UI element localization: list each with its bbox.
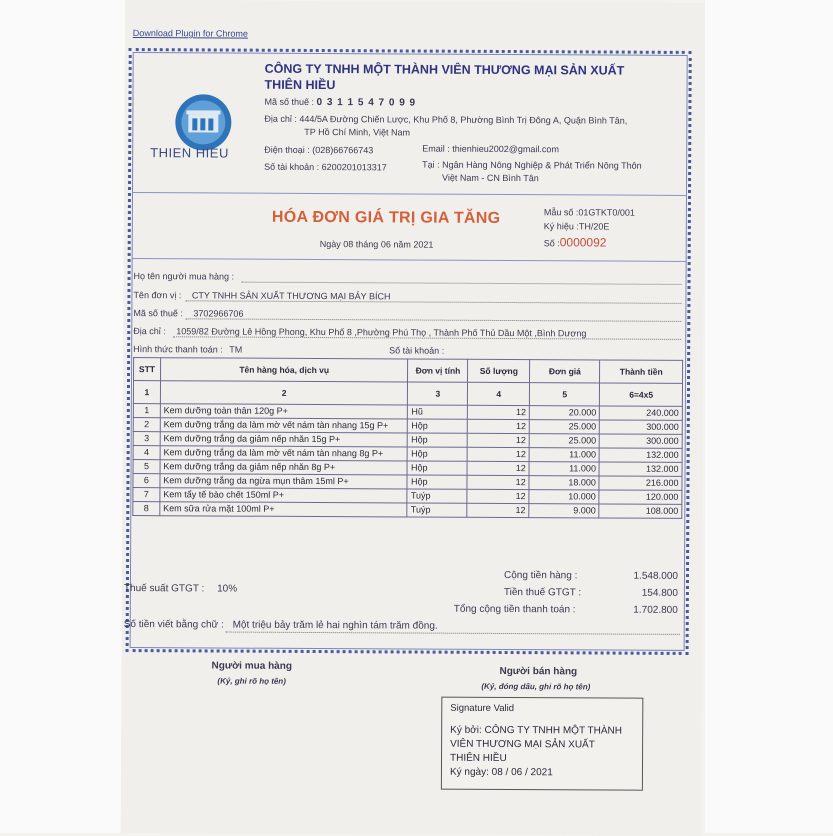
items-table <box>132 357 683 519</box>
index-5: 5 <box>530 383 600 406</box>
seller-sign-title: Người bán hàng <box>499 665 578 678</box>
buyer-address-value: 1059/82 Đường Lê Hồng Phong, Khu Phố 8 ,Phường Phú Thọ , Thành Phố Thủ Dầu Một ,Bình Dương <box>176 326 587 339</box>
index-4: 4 <box>468 382 530 405</box>
vat-rate-value: 10% <box>217 583 238 595</box>
buyer-tax-label: Mã số thuế : <box>133 308 183 319</box>
buyer-tax <box>133 308 243 319</box>
company-bank-line1: Ngân Hàng Nông Nghiệp & Phát Triển Nông Thôn <box>442 159 642 171</box>
row-price: 20.000 <box>530 406 600 420</box>
row-unit: Hộp <box>408 433 468 447</box>
buyer-tax-value: 3702966706 <box>193 308 244 319</box>
total-label: Tổng cộng tiền thanh toán : <box>453 603 576 616</box>
company-phone-value: (028)66766743 <box>312 144 374 156</box>
row-stt: 3 <box>133 432 160 446</box>
company-address-line1: 444/5A Đường Chiến Lược, Khu Phố 8, Phường Bình Trị Đông A, Quận Bình Tân, <box>299 113 628 126</box>
buyer-payment-value: TM <box>229 344 243 355</box>
row-price: 25.000 <box>529 420 599 434</box>
vat-value: 154.800 <box>641 587 678 599</box>
invoice-form <box>544 207 635 217</box>
row-price: 11.000 <box>529 448 599 462</box>
serial-value: 0000092 <box>559 235 607 250</box>
buyer-address-label: Địa chỉ : <box>133 326 166 337</box>
row-unit: Hộp <box>407 475 467 489</box>
buyer-unit-value: CTY TNHH SẢN XUẤT THƯƠNG MẠI BẢY BÍCH <box>191 290 391 302</box>
serial-label: Số : <box>543 238 560 249</box>
row-stt: 8 <box>133 502 160 516</box>
row-qty: 12 <box>467 461 529 475</box>
row-stt: 1 <box>133 404 160 418</box>
row-qty: 12 <box>468 405 530 419</box>
company-bank <box>422 160 642 171</box>
company-account-label: Số tài khoản : <box>264 161 320 173</box>
company-name-line2: THIÊN HIỀU <box>264 77 336 93</box>
company-address <box>264 114 627 126</box>
signed-by-line3: THIÊN HIỀU <box>450 752 507 765</box>
company-email-value: thienhieu2002@gmail.com <box>452 143 559 155</box>
company-bank-line2: Việt Nam - CN Bình Tân <box>442 172 539 184</box>
row-price: 9.000 <box>529 504 599 518</box>
date-day-label: Ngày <box>319 239 341 250</box>
company-logo-icon <box>172 92 234 152</box>
company-account-value: 6200201013317 <box>321 162 387 173</box>
vat-rate-label: Thuế suất GTGT : <box>123 583 205 595</box>
buyer-account-label: Số tài khoản : <box>389 345 445 356</box>
signed-by-line2: VIÊN THƯƠNG MẠI SẢN XUẤT <box>450 738 595 751</box>
seller-sign-note: (Ký, đóng dấu, ghi rõ họ tên) <box>481 681 591 692</box>
total-value: 1.702.800 <box>633 604 678 616</box>
row-amount: 132.000 <box>599 448 682 462</box>
background-right <box>705 0 833 833</box>
signed-date: Ký ngày: 08 / 06 / 2021 <box>449 766 553 779</box>
row-amount: 300.000 <box>600 420 683 434</box>
row-price: 25.000 <box>529 434 599 448</box>
row-amount: 120.000 <box>599 490 682 504</box>
row-stt: 6 <box>133 474 160 488</box>
row-qty: 12 <box>467 475 529 489</box>
buyer-payment-label: Hình thức thanh toán : <box>133 344 223 355</box>
row-qty: 12 <box>467 433 529 447</box>
date-day: 08 <box>343 239 354 250</box>
row-stt: 5 <box>133 460 160 474</box>
form-label: Mẫu số : <box>543 207 579 218</box>
digital-signature-box <box>441 697 643 791</box>
form-value: 01GTKT0/001 <box>578 207 635 218</box>
row-qty: 12 <box>467 503 529 517</box>
row-name: Kem dưỡng trắng da giảm nếp nhăn 15g P+ <box>160 432 408 447</box>
invoice-paper <box>121 0 705 836</box>
row-price: 18.000 <box>529 476 599 490</box>
row-name: Kem dưỡng trắng da làm mờ vết nám tàn nhang 15g P+ <box>160 418 408 433</box>
words-label: Số tiền viết bằng chữ : <box>123 619 224 631</box>
row-amount: 108.000 <box>599 504 682 518</box>
row-name: Kem dưỡng trắng da ngừa mụn thâm 15ml P+ <box>160 474 408 489</box>
invoice-title: HÓA ĐƠN GIÁ TRỊ GIA TĂNG <box>271 208 501 227</box>
row-unit: Hộp <box>408 461 468 475</box>
company-name <box>265 61 625 95</box>
company-name-line1: CÔNG TY TNHH MỘT THÀNH VIÊN THƯƠNG MẠI SẢN XUẤT <box>264 61 625 78</box>
company-tax <box>264 97 416 109</box>
company-address-label: Địa chỉ : <box>264 113 297 124</box>
row-name: Kem dưỡng trắng da làm mờ vết nám tàn nhang 8g P+ <box>160 446 408 461</box>
row-stt: 7 <box>133 488 160 502</box>
company-tax-code: 0 3 1 1 5 4 7 0 9 9 <box>316 97 417 109</box>
company-bank-label: Tại : <box>422 159 440 170</box>
row-unit: Hộp <box>408 447 468 461</box>
subtotal-value: 1.548.000 <box>633 570 679 582</box>
row-unit: Hũ <box>408 405 468 419</box>
vat-rate <box>124 583 237 595</box>
row-qty: 12 <box>467 447 529 461</box>
index-6: 6=4x5 <box>600 383 683 406</box>
buyer-unit-label: Tên đơn vị : <box>133 290 182 301</box>
index-2: 2 <box>160 381 408 405</box>
header-price: Đơn giá <box>530 360 600 383</box>
header-name: Tên hàng hóa, dịch vụ <box>160 358 408 382</box>
table-header-row <box>134 358 683 384</box>
row-name: Kem tẩy tế bào chết 150ml P+ <box>160 488 408 503</box>
row-amount: 240.000 <box>600 406 683 420</box>
row-amount: 300.000 <box>600 434 683 448</box>
company-tax-label: Mã số thuế : <box>264 96 315 107</box>
words-value: Một triệu bảy trăm lẻ hai nghìn tám trăm đồng. <box>232 619 438 632</box>
header-amount: Thành tiền <box>600 360 683 383</box>
date-month: 06 <box>380 239 391 250</box>
row-qty: 12 <box>468 419 530 433</box>
row-qty: 12 <box>467 489 529 503</box>
row-unit: Tuýp <box>407 503 467 517</box>
company-phone <box>264 145 373 156</box>
symbol-label: Ký hiệu : <box>543 221 579 232</box>
date-year-label: năm <box>393 239 411 250</box>
background-left <box>0 0 125 833</box>
table-index-row <box>133 381 682 407</box>
row-price: 10.000 <box>529 490 599 504</box>
company-account <box>264 162 387 173</box>
invoice-serial <box>544 235 607 249</box>
table-body <box>133 404 683 519</box>
symbol-value: TH/20E <box>578 221 610 232</box>
subtotal-label: Cộng tiền hàng : <box>503 569 578 582</box>
date-month-label: tháng <box>355 239 379 250</box>
row-unit: Tuýp <box>407 489 467 503</box>
row-stt: 4 <box>133 446 160 460</box>
company-email-label: Email : <box>422 143 450 154</box>
company-address-line2: TP Hồ Chí Minh, Việt Nam <box>304 126 411 138</box>
signature-valid: Signature Valid <box>450 702 515 715</box>
row-stt: 2 <box>133 418 160 432</box>
row-unit: Hộp <box>408 419 468 433</box>
buyer-sign-title: Người mua hàng <box>211 660 293 672</box>
invoice-symbol <box>544 221 610 231</box>
date-year: 2021 <box>413 239 434 250</box>
vat-label: Tiền thuế GTGT : <box>503 586 582 599</box>
download-plugin-link[interactable]: Download Plugin for Chrome <box>132 28 248 39</box>
header-unit: Đơn vị tính <box>408 359 468 382</box>
signed-by-line1: Ký bởi: CÔNG TY TNHH MỘT THÀNH <box>450 724 622 737</box>
index-3: 3 <box>408 382 468 405</box>
row-amount: 216.000 <box>599 476 682 490</box>
logo-text: THIEN HIEU <box>150 145 229 161</box>
row-name: Kem dưỡng toàn thân 120g P+ <box>160 404 408 419</box>
index-1: 1 <box>133 381 160 404</box>
amount-in-words <box>124 619 438 632</box>
row-name: Kem dưỡng trắng da giảm nếp nhăn 8g P+ <box>160 460 408 475</box>
buyer-name-label: Họ tên người mua hàng : <box>133 271 235 282</box>
row-amount: 132.000 <box>599 462 682 476</box>
header-stt: STT <box>134 358 161 381</box>
buyer-sign-note: (Ký, ghi rõ họ tên) <box>217 676 286 686</box>
company-phone-label: Điện thoại : <box>264 144 310 155</box>
table-row <box>133 502 682 519</box>
buyer-payment <box>133 344 242 355</box>
row-name: Kem sữa rửa mặt 100ml P+ <box>160 502 408 517</box>
invoice-date <box>320 239 434 250</box>
company-email <box>422 144 559 155</box>
buyer-unit <box>133 290 390 301</box>
header-qty: Số lượng <box>468 359 530 382</box>
row-price: 11.000 <box>529 462 599 476</box>
